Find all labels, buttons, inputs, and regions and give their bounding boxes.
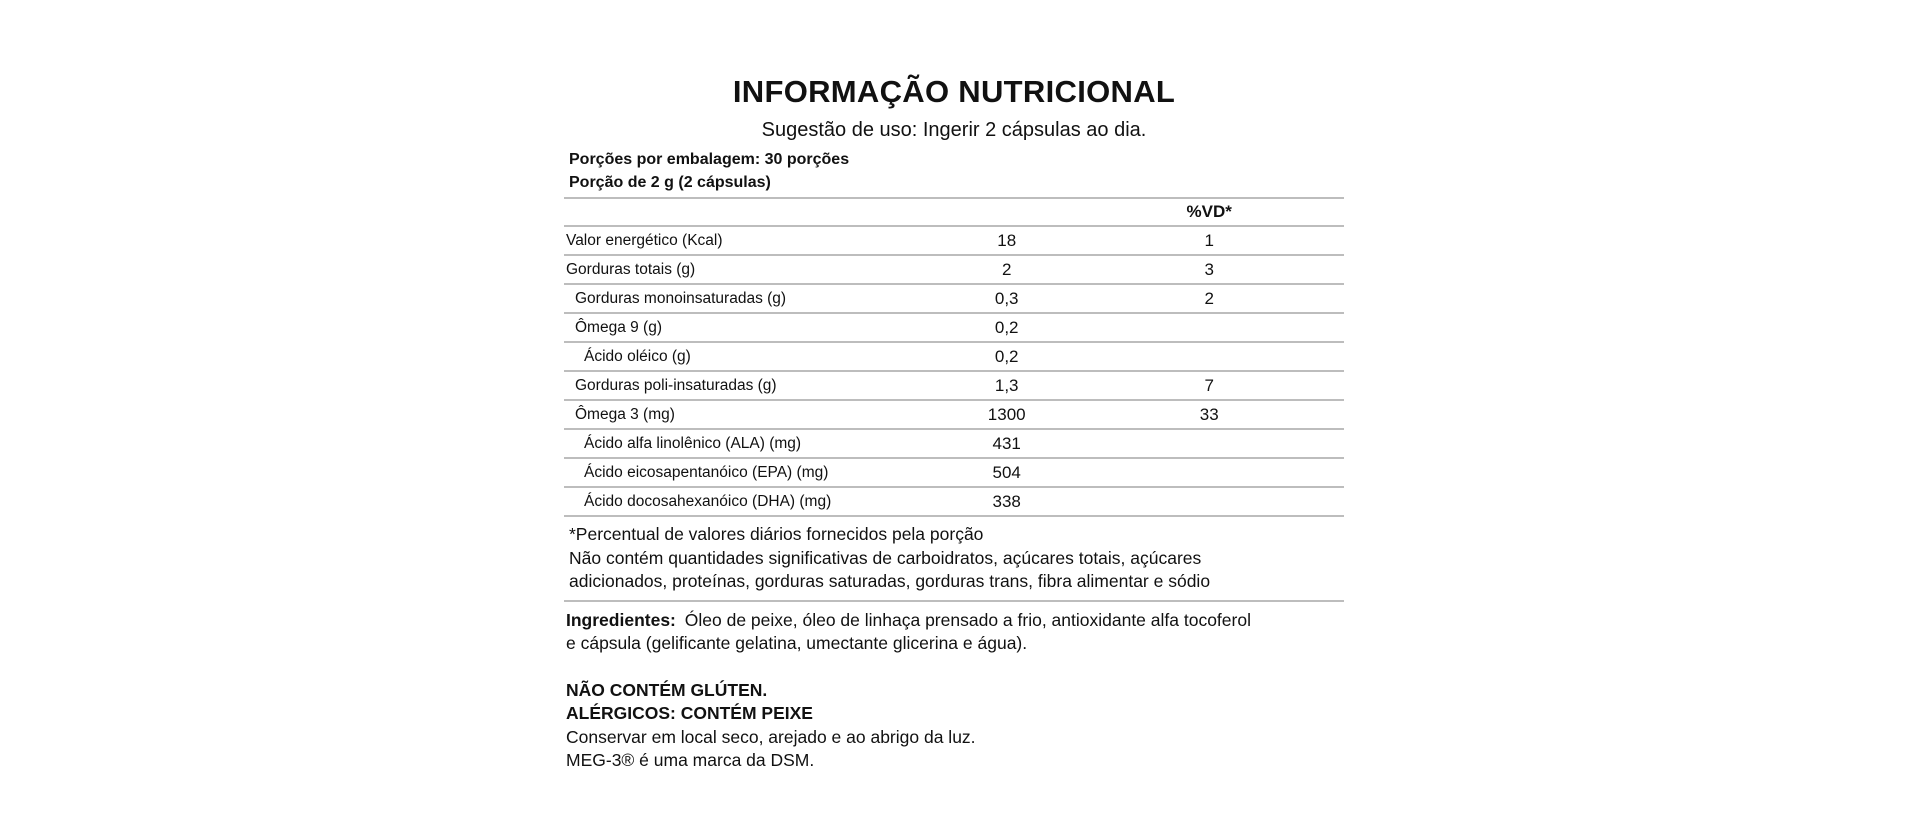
nutrient-name: Gorduras monoinsaturadas (g) [564,284,939,313]
ingredients-line [566,609,1344,633]
nutrient-daily-value [1074,342,1344,371]
warnings-section [564,679,1344,773]
nutrient-name: Ômega 3 (mg) [564,400,939,429]
table-row [564,371,1344,400]
nutrient-name: Ômega 9 (g) [564,313,939,342]
nutrient-daily-value: 2 [1074,284,1344,313]
ingredients-section [564,609,1344,656]
ingredients-text-cont: e cápsula (gelificante gelatina, umectante glicerina e água). [566,633,1028,653]
nutrient-name: Ácido docosahexanóico (DHA) (mg) [564,487,939,516]
nutrient-daily-value [1074,429,1344,458]
servings-per-package: Porções por embalagem: 30 porções [569,151,850,168]
nutrient-name: Ácido oléico (g) [564,342,939,371]
header-nutrient [564,198,939,226]
nutrient-quantity: 431 [939,429,1074,458]
table-row [564,400,1344,429]
storage-instructions: Conservar em local seco, arejado e ao abrigo da luz. [566,726,976,747]
header-quantity [939,198,1074,226]
table-row [564,255,1344,284]
ingredients-text: Óleo de peixe, óleo de linhaça prensado a frio, antioxidante alfa tocoferol [684,609,1251,630]
table-footnotes [564,517,1344,602]
nutrient-daily-value [1074,458,1344,487]
nutrient-name: Valor energético (Kcal) [564,226,939,255]
nutrient-daily-value: 1 [1074,226,1344,255]
table-row [564,429,1344,458]
nutrition-table [564,197,1344,517]
nutrient-quantity: 0,2 [939,313,1074,342]
nutrient-name: Gorduras totais (g) [564,255,939,284]
serving-info [564,148,1344,194]
nutrient-daily-value [1074,313,1344,342]
nutrient-daily-value [1074,487,1344,516]
nutrient-name: Ácido eicosapentanóico (EPA) (mg) [564,458,939,487]
nutrient-name: Ácido alfa linolênico (ALA) (mg) [564,429,939,458]
table-row [564,342,1344,371]
table-row [564,458,1344,487]
page-title: INFORMAÇÃO NUTRICIONAL [732,74,1176,109]
footnote-daily-value: *Percentual de valores diários fornecidos pela porção [569,524,984,544]
serving-size: Porção de 2 g (2 cápsulas) [569,174,771,191]
nutrient-quantity: 504 [939,458,1074,487]
nutrient-quantity: 18 [939,226,1074,255]
nutrient-daily-value: 3 [1074,255,1344,284]
table-row [564,487,1344,516]
nutrient-daily-value: 7 [1074,371,1344,400]
nutrient-quantity: 2 [939,255,1074,284]
table-row [564,284,1344,313]
gluten-warning: NÃO CONTÉM GLÚTEN. [566,679,768,700]
trademark-notice: MEG-3® é uma marca da DSM. [566,750,815,770]
allergen-warning: ALÉRGICOS: CONTÉM PEIXE [566,703,813,723]
nutrient-quantity: 0,3 [939,284,1074,313]
nutrient-quantity: 1,3 [939,371,1074,400]
table-header-row [564,198,1344,226]
usage-suggestion: Sugestão de uso: Ingerir 2 cápsulas ao dia. [761,119,1147,141]
nutrition-panel [564,72,1344,773]
nutrient-quantity: 338 [939,487,1074,516]
table-row [564,313,1344,342]
nutrient-quantity: 1300 [939,400,1074,429]
nutrient-name: Gorduras poli-insaturadas (g) [564,371,939,400]
table-row [564,226,1344,255]
ingredients-label: Ingredientes: [566,609,676,630]
nutrient-daily-value: 33 [1074,400,1344,429]
header-daily-value: %VD* [1074,198,1344,226]
nutrient-quantity: 0,2 [939,342,1074,371]
footnote-not-significant: Não contém quantidades significativas de carboidratos, açúcares totais, açúcares [569,547,1202,568]
footnote-not-significant-cont: adicionados, proteínas, gorduras saturadas, gorduras trans, fibra alimentar e sódio [569,571,1211,591]
